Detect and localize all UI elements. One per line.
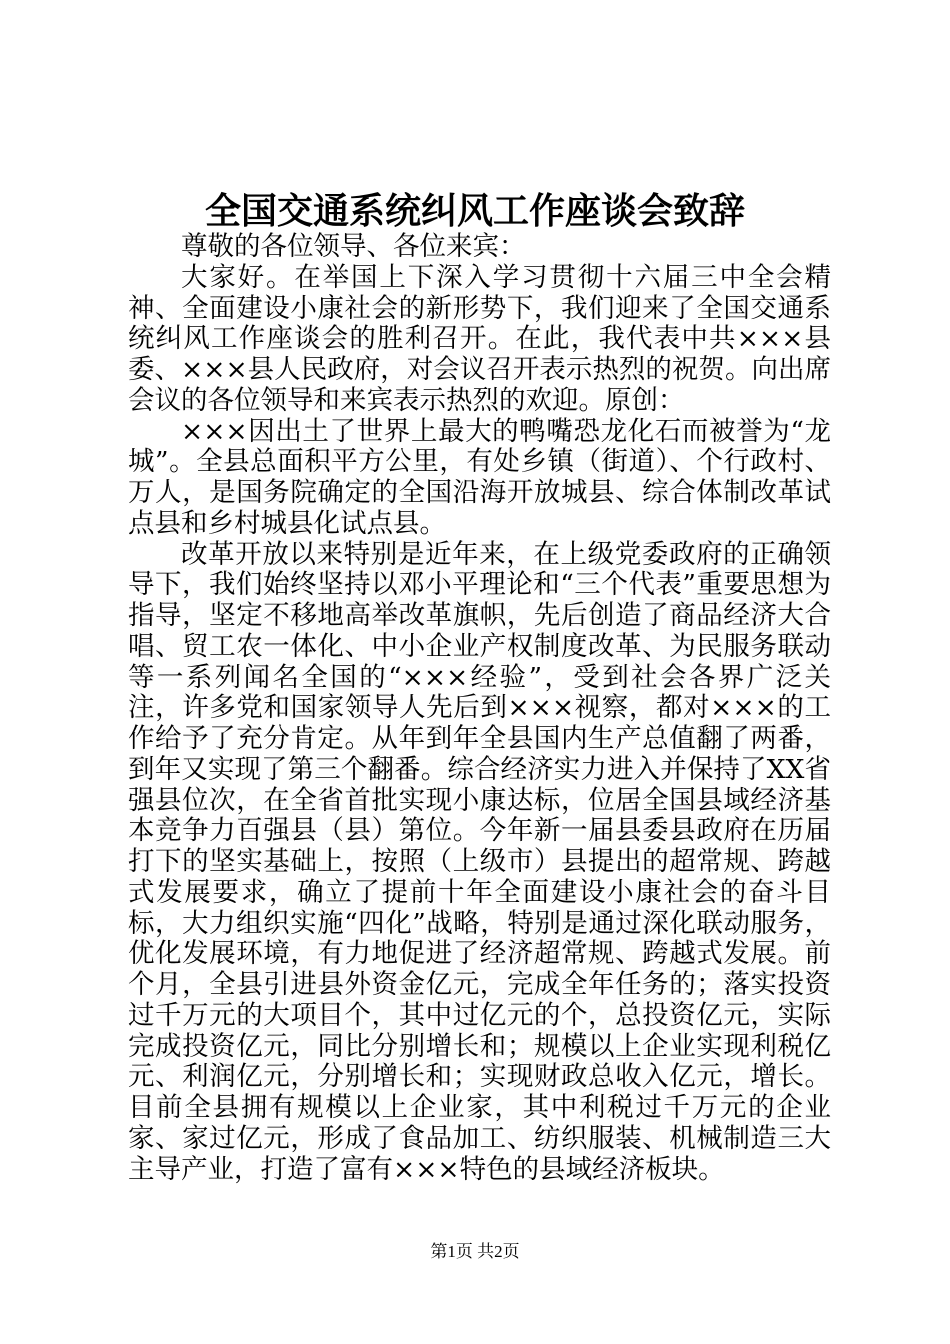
salutation-paragraph: 尊敬的各位领导、各位来宾： bbox=[181, 231, 526, 262]
document-body bbox=[128, 232, 831, 1185]
body-paragraph: ×××因出土了世界上最大的鸭嘴恐龙化石而被誉为“龙城”。全县总面积平方公里，有处乡镇（街道）、个行政村、万人，是国务院确定的全国沿海开放城县、综合体制改革试点县和乡村城县化试点县。 bbox=[128, 415, 831, 539]
document-title: 全国交通系统纠风工作座谈会致辞 bbox=[204, 190, 745, 232]
body-paragraph: 改革开放以来特别是近年来，在上级党委政府的正确领导下，我们始终坚持以邓小平理论和“三个代表”重要思想为指导，坚定不移地高举改革旗帜，先后创造了商品经济大合唱、贸工农一体化、中小企业产权制度改革、为民服务联动等一系列闻名全国的“×××经验”，受到社会各界广泛关注，许多党和国家领导人先后到×××视察，都对×××的工作给予了充分肯定。从年到年全县国内生产总值翻了两番，到年又实现了第三个翻番。综合经济实力进入并保持了XX省强县位次，在全省首批实现小康达标，位居全国县域经济基本竞争力百强县（县）第位。今年新一届县委县政府在历届打下的坚实基础上，按照（上级市）县提出的超常规、跨越式发展要求，确立了提前十年全面建设小康社会的奋斗目标，大力组织实施“四化”战略，特别是通过深化联动服务，优化发展环境，有力地促进了经济超常规、跨越式发展。前个月，全县引进县外资金亿元，完成全年任务的；落实投资过千万元的大项目个，其中过亿元的个，总投资亿元，实际完成投资亿元，同比分别增长和；规模以上企业实现利税亿元、利润亿元，分别增长和；实现财政总收入亿元，增长。目前全县拥有规模以上企业家，其中利税过千万元的企业家、家过亿元，形成了食品加工、纺织服装、机械制造三大主导产业，打造了富有×××特色的县域经济板块。 bbox=[128, 538, 831, 1185]
body-paragraph: 大家好。在举国上下深入学习贯彻十六届三中全会精神、全面建设小康社会的新形势下，我们迎来了全国交通系统纠风工作座谈会的胜利召开。在此，我代表中共×××县委、×××县人民政府，对会议召开表示热烈的祝贺。向出席会议的各位领导和来宾表示热烈的欢迎。原创： bbox=[128, 261, 831, 416]
page-number-footer: 第1页 共2页 bbox=[430, 1242, 520, 1261]
